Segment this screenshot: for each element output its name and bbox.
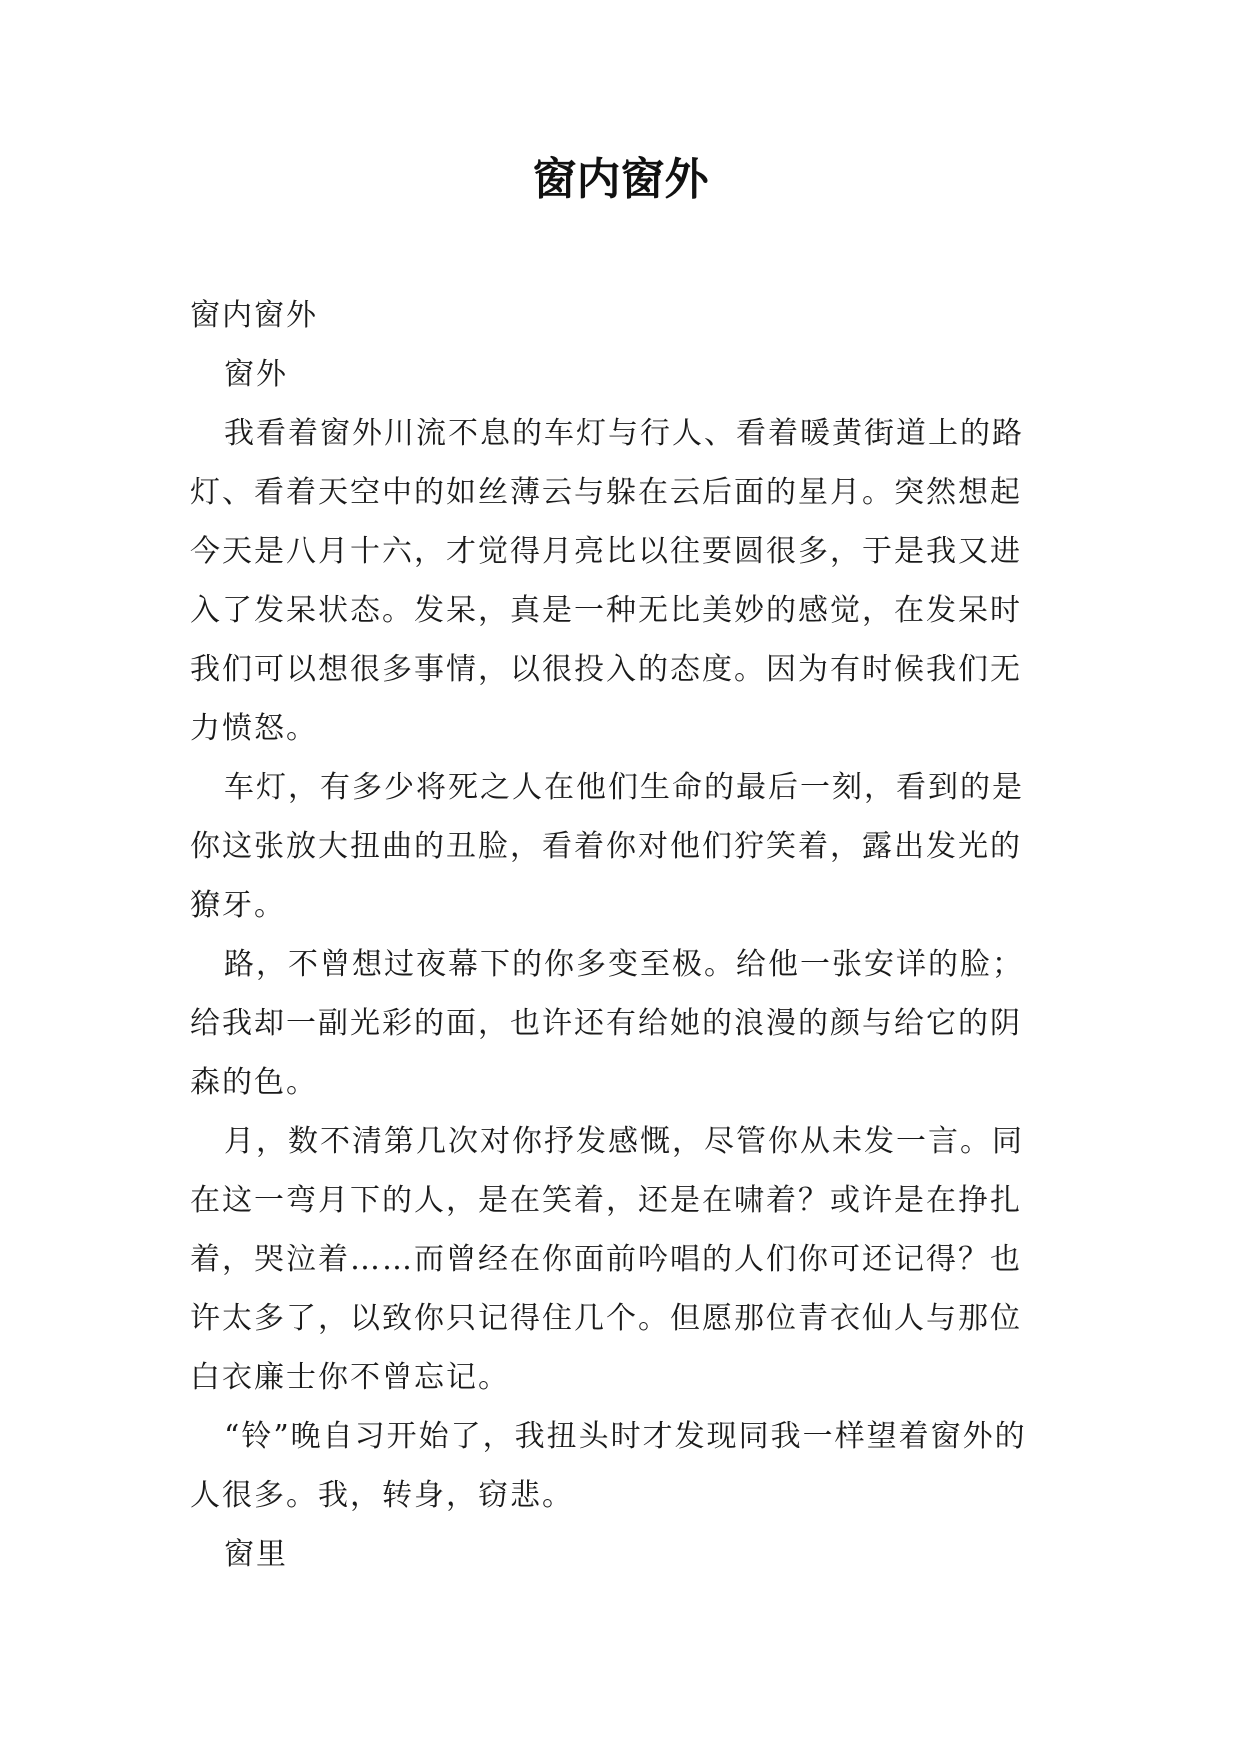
paragraph: 路，不曾想过夜幕下的你多变至极。给他一张安详的脸；给我却一副光彩的面，也许还有给她的浪漫的颜与给它的阴森的色。: [190, 947, 1024, 1100]
document-title: 窗内窗外: [532, 154, 709, 205]
paragraph-heading: 窗内窗外: [190, 298, 318, 333]
paragraph: 车灯，有多少将死之人在他们生命的最后一刻，看到的是你这张放大扭曲的丑脸，看着你对他们狞笑着，露出发光的獠牙。: [190, 770, 1024, 923]
document-body: [190, 286, 1050, 1584]
section-heading-inside: 窗里: [224, 1537, 288, 1572]
paragraph: “铃”晚自习开始了，我扭头时才发现同我一样望着窗外的人很多。我，转身，窃悲。: [190, 1419, 1027, 1513]
paragraph: 月，数不清第几次对你抒发感慨，尽管你从未发一言。同在这一弯月下的人，是在笑着，还是在啸着？或许是在挣扎着，哭泣着……而曾经在你面前吟唱的人们你可还记得？也许太多了，以致你只记得住几个。但愿那位青衣仙人与那位白衣廉士你不曾忘记。: [190, 1124, 1024, 1395]
section-heading-outside: 窗外: [224, 357, 288, 392]
paragraph: 我看着窗外川流不息的车灯与行人、看着暖黄街道上的路灯、看着天空中的如丝薄云与躲在云后面的星月。突然想起今天是八月十六，才觉得月亮比以往要圆很多，于是我又进入了发呆状态。发呆，真是一种无比美妙的感觉，在发呆时我们可以想很多事情，以很投入的态度。因为有时候我们无力愤怒。: [190, 416, 1024, 746]
